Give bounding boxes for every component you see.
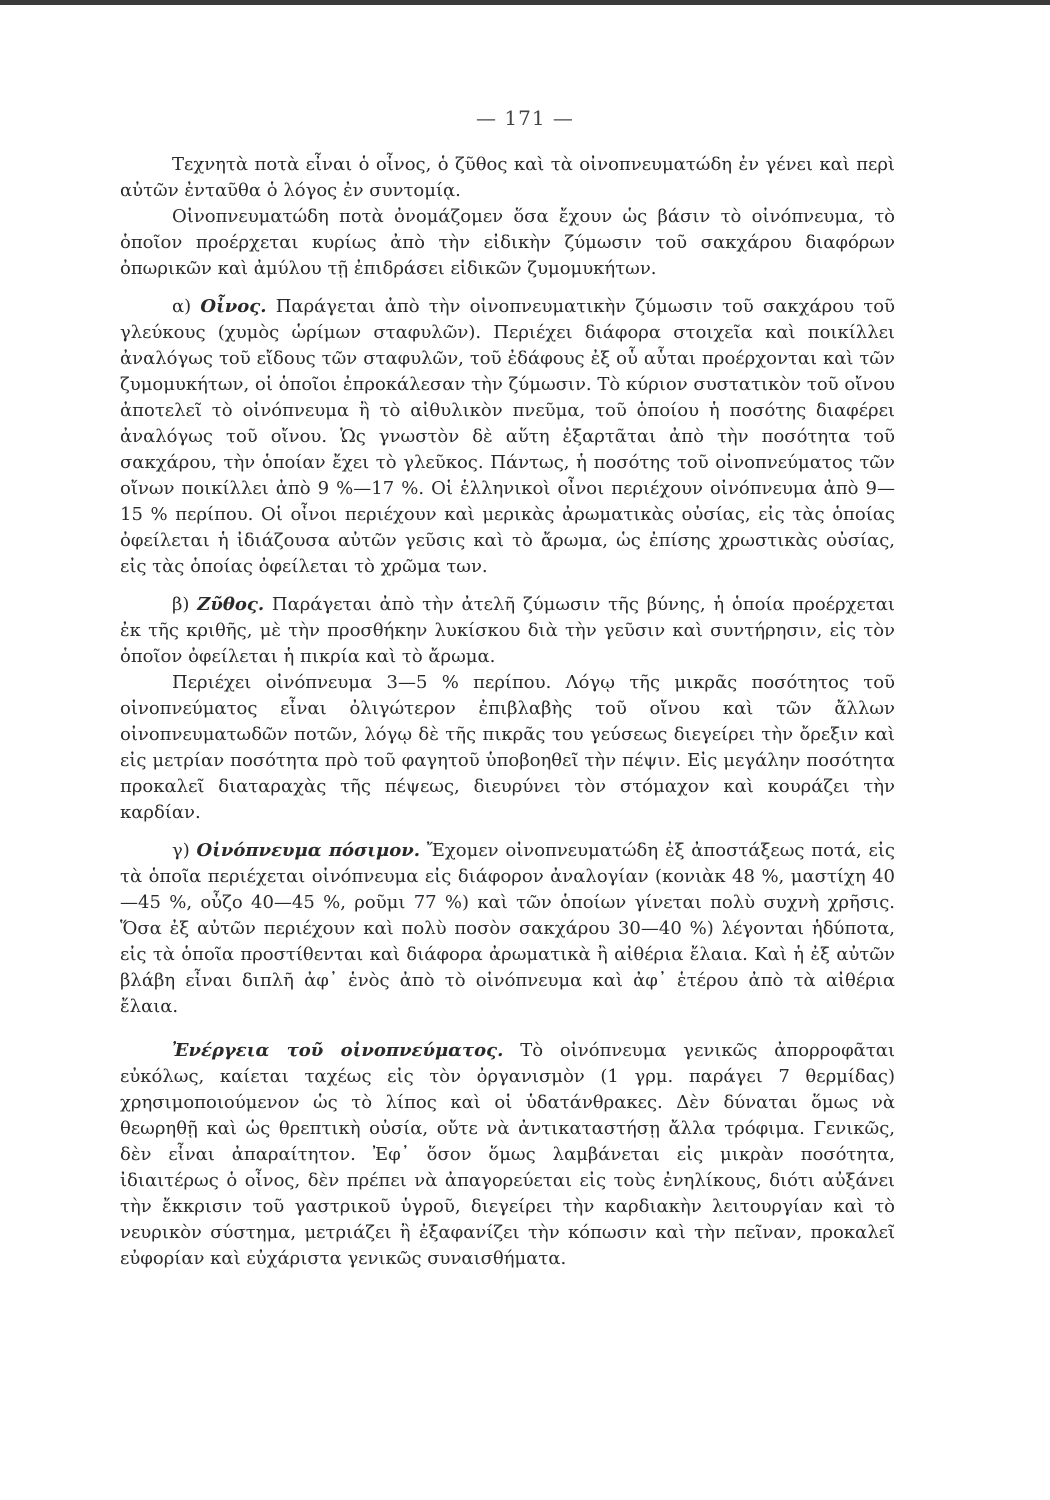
section-beer <box>120 592 895 670</box>
section-beer-label: β) <box>172 594 190 615</box>
section-spirits-label: γ) <box>172 840 190 861</box>
section-beer-heading: Ζῦθος. <box>197 594 265 615</box>
section-action-heading: Ἐνέργεια τοῦ οἰνοπνεύματος. <box>172 1040 504 1061</box>
page-body <box>120 152 895 1284</box>
scan-top-edge <box>0 0 1050 5</box>
section-wine-text: Παράγεται ἀπὸ τὴν οἰνοπνευματικὴν ζύμωσιν τοῦ σακχάρου τοῦ γλεύκους (χυμὸς ὡρίμων σταφυλῶν). Περιέχει διάφορα στοιχεῖα καὶ ποικίλλει ἀναλόγως τοῦ εἴδους τῶν σταφυλῶν, τοῦ ἐδάφους ἐξ οὗ αὗται προέρχονται καὶ τῶν ζυμομυκήτων, οἱ ὁποῖοι ἐπροκάλεσαν τὴν ζύμωσιν. Τὸ κύριον συστατικὸν τοῦ οἴνου ἀποτελεῖ τὸ οἰνόπνευμα ἢ τὸ αἰθυλικὸν πνεῦμα, τοῦ ὁποίου ἡ ποσότης διαφέρει ἀναλόγως τοῦ οἴνου. Ὡς γνωστὸν δὲ αὕτη ἐξαρτᾶται ἀπὸ τὴν ποσότητα τοῦ σακχάρου, τὴν ὁποίαν ἔχει τὸ γλεῦκος. Πάντως, ἡ ποσότης τοῦ οἰνοπνεύματος τῶν οἴνων ποικίλλει ἀπὸ 9 %—17 %. Οἱ ἑλληνικοὶ οἶνοι περιέχουν οἰνόπνευμα ἀπὸ 9—15 % περίπου. Οἱ οἶνοι περιέχουν καὶ μερικὰς ἀρωματικὰς οὐσίας, εἰς τὰς ὁποίας ὀφείλεται ἡ ἰδιάζουσα αὐτῶν γεῦσις καὶ τὸ ἄρωμα, ὡς ἐπίσης χρωστικὰς οὐσίας, εἰς τὰς ὁποίας ὀφείλεται τὸ χρῶμα των. <box>120 296 895 577</box>
page-number: — 171 — <box>476 106 574 130</box>
section-beer-paragraph-2: Περιέχει οἰνόπνευμα 3—5 % περίπου. Λόγῳ τῆς μικρᾶς ποσότητος τοῦ οἰνοπνεύματος εἶναι ὀλιγώτερον ἐπιβλαβὴς τοῦ οἴνου καὶ τῶν ἄλλων οἰνοπνευματωδῶν ποτῶν, λόγῳ δὲ τῆς πικρᾶς του γεύσεως διεγείρει τὴν ὄρεξιν καὶ εἰς μετρίαν ποσότητα πρὸ τοῦ φαγητοῦ ὑποβοηθεῖ τὴν πέψιν. Εἰς μεγάλην ποσότητα προκαλεῖ διαταραχὰς τῆς πέψεως, διευρύνει τὸν στόμαχον καὶ κουράζει τὴν καρδίαν. <box>120 672 895 823</box>
section-wine <box>120 294 895 580</box>
section-action <box>120 1038 895 1272</box>
section-spirits-heading: Οἰνόπνευμα πόσιμον. <box>196 840 420 861</box>
section-spirits <box>120 838 895 1020</box>
section-spirits-text: Ἔχομεν οἰνοπνευματώδη ἐξ ἀποστάξεως ποτά, εἰς τὰ ὁποῖα περιέχεται οἰνόπνευμα εἰς διάφορον ἀναλογίαν (κονιὰκ 48 %, μαστίχη 40—45 %, οὖζο 40—45 %, ροῦμι 77 %) καὶ τῶν ὁποίων γίνεται πολὺ συχνὴ χρῆσις. Ὅσα ἐξ αὐτῶν περιέχουν καὶ πολὺ ποσὸν σακχάρου 30—40 %) λέγονται ἡδύποτα, εἰς τὰ ὁποῖα προστίθενται καὶ διάφορα ἀρωματικὰ ἢ αἰθέρια ἔλαια. Καὶ ἡ ἐξ αὐτῶν βλάβη εἶναι διπλῆ ἀφ᾽ ἑνὸς ἀπὸ τὸ οἰνόπνευμα καὶ ἀφ᾽ ἑτέρου ἀπὸ τὰ αἰθέρια ἔλαια. <box>120 840 895 1017</box>
section-action-text: Τὸ οἰνόπνευμα γενικῶς ἀπορροφᾶται εὐκόλως, καίεται ταχέως εἰς τὸν ὀργανισμὸν (1 γρμ. παράγει 7 θερμίδας) χρησιμοποιούμενον ὡς τὸ λίπος καὶ οἱ ὑδατάνθρακες. Δὲν δύναται ὅμως νὰ θεωρηθῇ καὶ ὡς θρεπτικὴ οὐσία, οὔτε νὰ ἀντικαταστήσῃ ἄλλα τρόφιμα. Γενικῶς, δὲν εἶναι ἀπαραίτητον. Ἐφ᾽ ὅσον ὅμως λαμβάνεται εἰς μικρὰν ποσότητα, ἰδιαιτέρως ὁ οἶνος, δὲν πρέπει νὰ ἀπαγορεύεται εἰς τοὺς ἐνηλίκους, διότι αὐξάνει τὴν ἔκκρισιν τοῦ γαστρικοῦ ὑγροῦ, διεγείρει τὴν καρδιακὴν λειτουργίαν καὶ τὸ νευρικὸν σύστημα, μετριάζει ἢ ἐξαφανίζει τὴν κόπωσιν καὶ τὴν πεῖναν, προκαλεῖ εὐφορίαν καὶ εὐχάριστα γενικῶς συναισθήματα. <box>120 1040 895 1269</box>
paragraph-definition: Οἰνοπνευματώδη ποτὰ ὀνομάζομεν ὅσα ἔχουν ὡς βάσιν τὸ οἰνόπνευμα, τὸ ὁποῖον προέρχεται κυρίως ἀπὸ τὴν εἰδικὴν ζύμωσιν τοῦ σακχάρου διαφόρων ὀπωρικῶν καὶ ἀμύλου τῇ ἐπιδράσει εἰδικῶν ζυμομυκήτων. <box>120 206 895 279</box>
section-wine-label: α) <box>172 296 192 317</box>
section-wine-heading: Οἶνος. <box>200 296 267 317</box>
section-beer-text: Παράγεται ἀπὸ τὴν ἀτελῆ ζύμωσιν τῆς βύνης, ἡ ὁποία προέρχεται ἐκ τῆς κριθῆς, μὲ τὴν προσθήκην λυκίσκου διὰ τὴν γεῦσιν καὶ συντήρησιν, εἰς τὸν ὁποῖον ὀφείλεται ἡ πικρία καὶ τὸ ἄρωμα. <box>120 594 895 667</box>
paragraph-intro: Τεχνητὰ ποτὰ εἶναι ὁ οἶνος, ὁ ζῦθος καὶ τὰ οἰνοπνευματώδη ἐν γένει καὶ περὶ αὐτῶν ἐνταῦθα ὁ λόγος ἐν συντομίᾳ. <box>120 154 895 201</box>
